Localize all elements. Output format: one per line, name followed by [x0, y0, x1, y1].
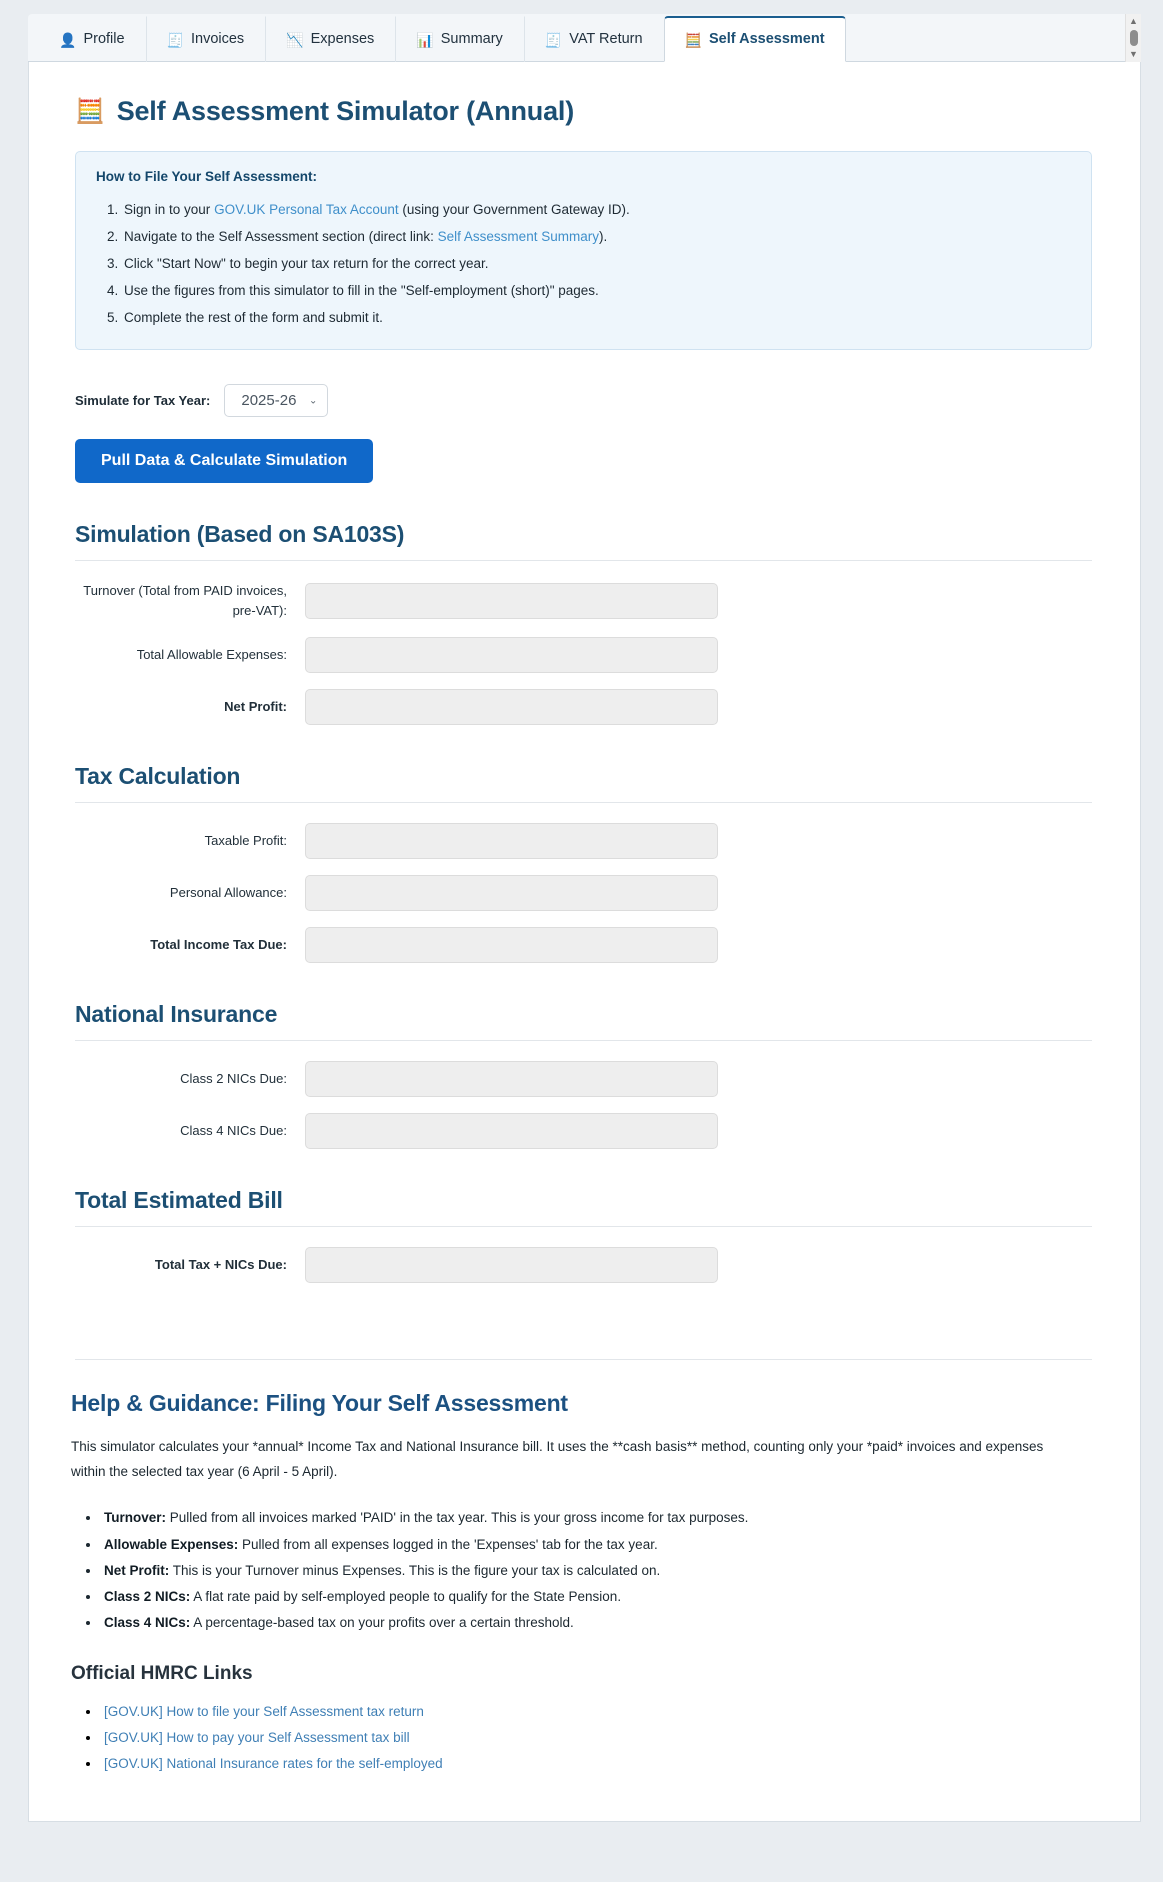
step-text-pre: Complete the rest of the form and submit it.	[124, 310, 383, 325]
help-bullet-term: Allowable Expenses:	[104, 1536, 239, 1552]
section-heading: Tax Calculation	[75, 763, 241, 790]
field-input[interactable]	[305, 823, 718, 859]
form-row	[57, 1247, 1110, 1283]
official-link-item	[101, 1725, 1110, 1751]
window-scrollbar[interactable]	[1125, 14, 1141, 62]
tab-icon: 🧮	[684, 31, 703, 48]
tab-label: Self Assessment	[709, 31, 825, 48]
page-title	[75, 96, 1110, 127]
section-heading: National Insurance	[75, 1001, 278, 1028]
infobox-step	[122, 223, 1071, 250]
help-bullet-list	[57, 1505, 1110, 1637]
field-label: Class 2 NICs Due:	[180, 1071, 287, 1087]
field-input[interactable]	[305, 1113, 718, 1149]
help-bullet-text: A flat rate paid by self-employed people to qualify for the State Pension.	[190, 1589, 622, 1605]
tab-bar	[28, 14, 1141, 62]
help-paragraph: This simulator calculates your *annual* Income Tax and National Insurance bill. It uses the **cash basis** method, counting only your *paid* invoices and expenses within the selected tax year (6 April - 5 April).	[71, 1439, 1044, 1480]
tab-icon: 🧾	[166, 31, 184, 48]
field-input[interactable]	[305, 1061, 718, 1097]
help-bullet-text: Pulled from all invoices marked 'PAID' in the tax year. This is your gross income for tax purposes.	[166, 1510, 749, 1526]
infobox-step	[122, 250, 1071, 277]
tab-label: Invoices	[190, 31, 245, 48]
field-label: Personal Allowance:	[169, 885, 287, 901]
tab-profile[interactable]	[38, 16, 146, 62]
scroll-down-icon[interactable]: ▼	[1129, 49, 1138, 59]
section-rule	[75, 802, 1092, 803]
tab-label: Expenses	[310, 31, 375, 48]
form-row	[57, 927, 1110, 963]
tab-icon: 🧾	[544, 31, 563, 48]
page-title-text: Self Assessment Simulator (Annual)	[116, 96, 574, 126]
tab-label: VAT Return	[569, 31, 643, 48]
help-bullet	[101, 1558, 1110, 1584]
tax-year-select-wrapper	[224, 384, 328, 417]
tab-self-assessment[interactable]	[664, 16, 846, 62]
official-links-list	[57, 1699, 1110, 1778]
tab-expenses[interactable]	[265, 16, 395, 62]
step-text-post: (using your Government Gateway ID).	[398, 202, 630, 217]
step-text-pre: Navigate to the Self Assessment section (direct link:	[124, 229, 438, 244]
tab-icon: 👤	[59, 31, 77, 48]
field-label: Class 4 NICs Due:	[180, 1123, 287, 1139]
tab-label: Summary	[440, 31, 503, 48]
form-row	[57, 689, 1110, 725]
tab-icon: 📉	[286, 31, 304, 48]
help-bullet-term: Class 2 NICs:	[104, 1589, 191, 1605]
official-link[interactable]: [GOV.UK] How to file your Self Assessment tax return	[104, 1703, 424, 1719]
scrollbar-thumb[interactable]	[1130, 30, 1138, 46]
help-bullet	[101, 1532, 1110, 1558]
field-input[interactable]	[305, 927, 718, 963]
official-link-item	[101, 1751, 1110, 1777]
help-bullet	[101, 1610, 1110, 1636]
section-gap	[57, 741, 1110, 763]
abacus-icon: 🧮	[75, 98, 105, 125]
scroll-up-icon[interactable]: ▲	[1129, 16, 1138, 26]
field-input[interactable]	[305, 583, 718, 619]
step-text-pre: Click "Start Now" to begin your tax return for the correct year.	[124, 256, 489, 271]
section-heading: Total Estimated Bill	[75, 1187, 283, 1214]
official-link[interactable]: [GOV.UK] National Insurance rates for the self-employed	[104, 1756, 443, 1772]
tab-label: Profile	[83, 31, 125, 48]
field-input[interactable]	[305, 875, 718, 911]
official-link-item	[101, 1699, 1110, 1725]
section-rule	[75, 560, 1092, 561]
tab-invoices[interactable]	[146, 16, 266, 62]
field-label: Turnover (Total from PAID invoices, pre-VAT):	[83, 583, 287, 619]
help-section-title: Help & Guidance: Filing Your Self Assessment	[71, 1390, 568, 1417]
form-row	[57, 637, 1110, 673]
field-label: Taxable Profit:	[204, 833, 287, 849]
help-bullet-term: Turnover:	[104, 1510, 167, 1526]
tax-year-select[interactable]	[224, 384, 328, 417]
infobox-step	[122, 277, 1071, 304]
help-bullet-term: Class 4 NICs:	[104, 1615, 191, 1631]
section-rule	[75, 1226, 1092, 1227]
infobox-step	[122, 196, 1071, 223]
field-label: Total Tax + NICs Due:	[154, 1257, 287, 1273]
help-bullet	[101, 1584, 1110, 1610]
form-row	[57, 1061, 1110, 1097]
chevron-down-icon: ⌄	[308, 395, 318, 406]
infobox-step	[122, 304, 1071, 331]
form-sections	[57, 521, 1110, 1321]
help-bullet-text: This is your Turnover minus Expenses. This is the figure your tax is calculated on.	[169, 1562, 661, 1578]
field-label: Total Allowable Expenses:	[136, 647, 287, 663]
section-gap	[57, 1165, 1110, 1187]
step-link[interactable]: GOV.UK Personal Tax Account	[214, 202, 399, 217]
form-row	[57, 823, 1110, 859]
tax-year-label: Simulate for Tax Year:	[75, 393, 211, 408]
official-link[interactable]: [GOV.UK] How to pay your Self Assessment tax bill	[104, 1730, 410, 1746]
help-bullet-text: Pulled from all expenses logged in the 'Expenses' tab for the tax year.	[238, 1536, 658, 1552]
field-input[interactable]	[305, 637, 718, 673]
step-text-pre: Sign in to your	[124, 202, 215, 217]
help-bullet-text: A percentage-based tax on your profits over a certain threshold.	[190, 1615, 574, 1631]
form-row	[57, 581, 1110, 621]
form-row	[57, 875, 1110, 911]
page-content	[28, 62, 1141, 1822]
section-gap	[57, 1299, 1110, 1321]
field-label: Total Income Tax Due:	[150, 937, 287, 953]
help-bullet	[101, 1505, 1110, 1531]
infobox-steps-list	[96, 196, 1071, 331]
tax-year-row	[75, 384, 1110, 417]
tab-icon: 📊	[416, 31, 434, 48]
help-bullet-term: Net Profit:	[104, 1562, 170, 1578]
field-input[interactable]	[305, 1247, 718, 1283]
step-text-post: ).	[598, 229, 608, 244]
form-row	[57, 1113, 1110, 1149]
pull-data-calculate-button[interactable]: Pull Data & Calculate Simulation	[75, 439, 373, 483]
section-heading: Simulation (Based on SA103S)	[75, 521, 405, 547]
official-links-title: Official HMRC Links	[71, 1662, 253, 1684]
step-link[interactable]: Self Assessment Summary	[437, 229, 599, 244]
tab-vat-return[interactable]	[524, 16, 664, 62]
section-rule	[75, 1040, 1092, 1041]
step-text-pre: Use the figures from this simulator to fill in the "Self-employment (short)" pages.	[124, 283, 599, 298]
infobox-heading: How to File Your Self Assessment:	[96, 169, 318, 184]
how-to-file-infobox	[75, 151, 1092, 350]
section-gap	[57, 979, 1110, 1001]
tab-summary[interactable]	[395, 16, 523, 62]
field-label: Net Profit:	[224, 699, 287, 715]
content-divider	[75, 1359, 1092, 1360]
field-input[interactable]	[305, 689, 718, 725]
